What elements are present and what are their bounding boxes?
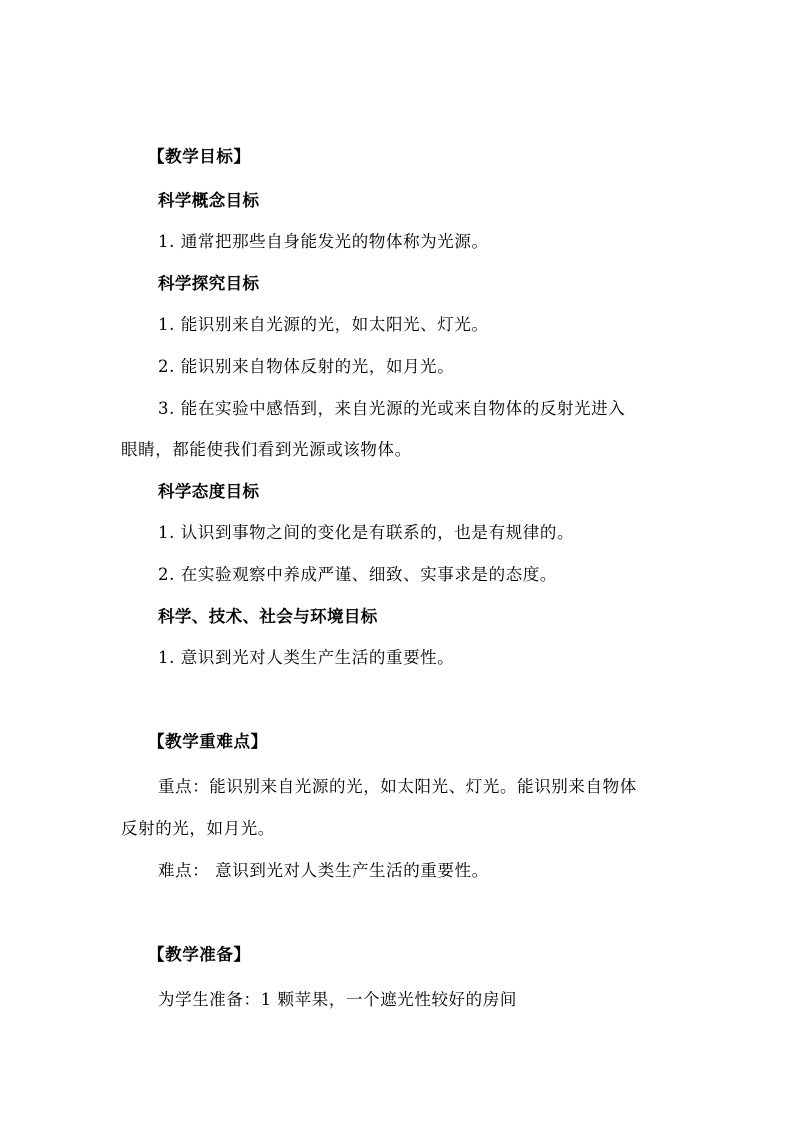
- concept-goal-title: 科学概念目标: [158, 191, 260, 210]
- key-points-heading: 【教学重难点】: [148, 732, 268, 751]
- inquiry-goal-item-3: 3. 能在实验中感悟到，来自光源的光或来自物体的反射光进入: [158, 399, 626, 418]
- attitude-goal-title: 科学态度目标: [158, 482, 260, 501]
- objectives-heading: 【教学目标】: [148, 147, 251, 166]
- inquiry-goal-title: 科学探究目标: [158, 274, 260, 293]
- inquiry-goal-item-2: 2. 能识别来自物体反射的光，如月光。: [158, 357, 455, 376]
- difficult-point: 难点： 意识到光对人类生产生活的重要性。: [158, 861, 489, 880]
- key-point-line-2: 反射的光，如月光。: [121, 819, 275, 838]
- preparation-heading: 【教学准备】: [148, 945, 251, 964]
- attitude-goal-item-2: 2. 在实验观察中养成严谨、细致、实事求是的态度。: [158, 565, 557, 584]
- preparation-text: 为学生准备：1 颗苹果，一个遮光性较好的房间: [158, 990, 517, 1009]
- inquiry-goal-item-1: 1. 能识别来自光源的光，如太阳光、灯光。: [158, 315, 489, 334]
- sts-goal-item-1: 1. 意识到光对人类生产生活的重要性。: [158, 648, 455, 667]
- key-point-line-1: 重点：能识别来自光源的光，如太阳光、灯光。能识别来自物体: [158, 777, 637, 796]
- attitude-goal-item-1: 1. 认识到事物之间的变化是有联系的，也是有规律的。: [158, 523, 575, 542]
- sts-goal-title: 科学、技术、社会与环境目标: [158, 607, 378, 626]
- inquiry-goal-item-3-continued: 眼睛，都能使我们看到光源或该物体。: [121, 440, 412, 459]
- concept-goal-item-1: 1. 通常把那些自身能发光的物体称为光源。: [158, 232, 489, 251]
